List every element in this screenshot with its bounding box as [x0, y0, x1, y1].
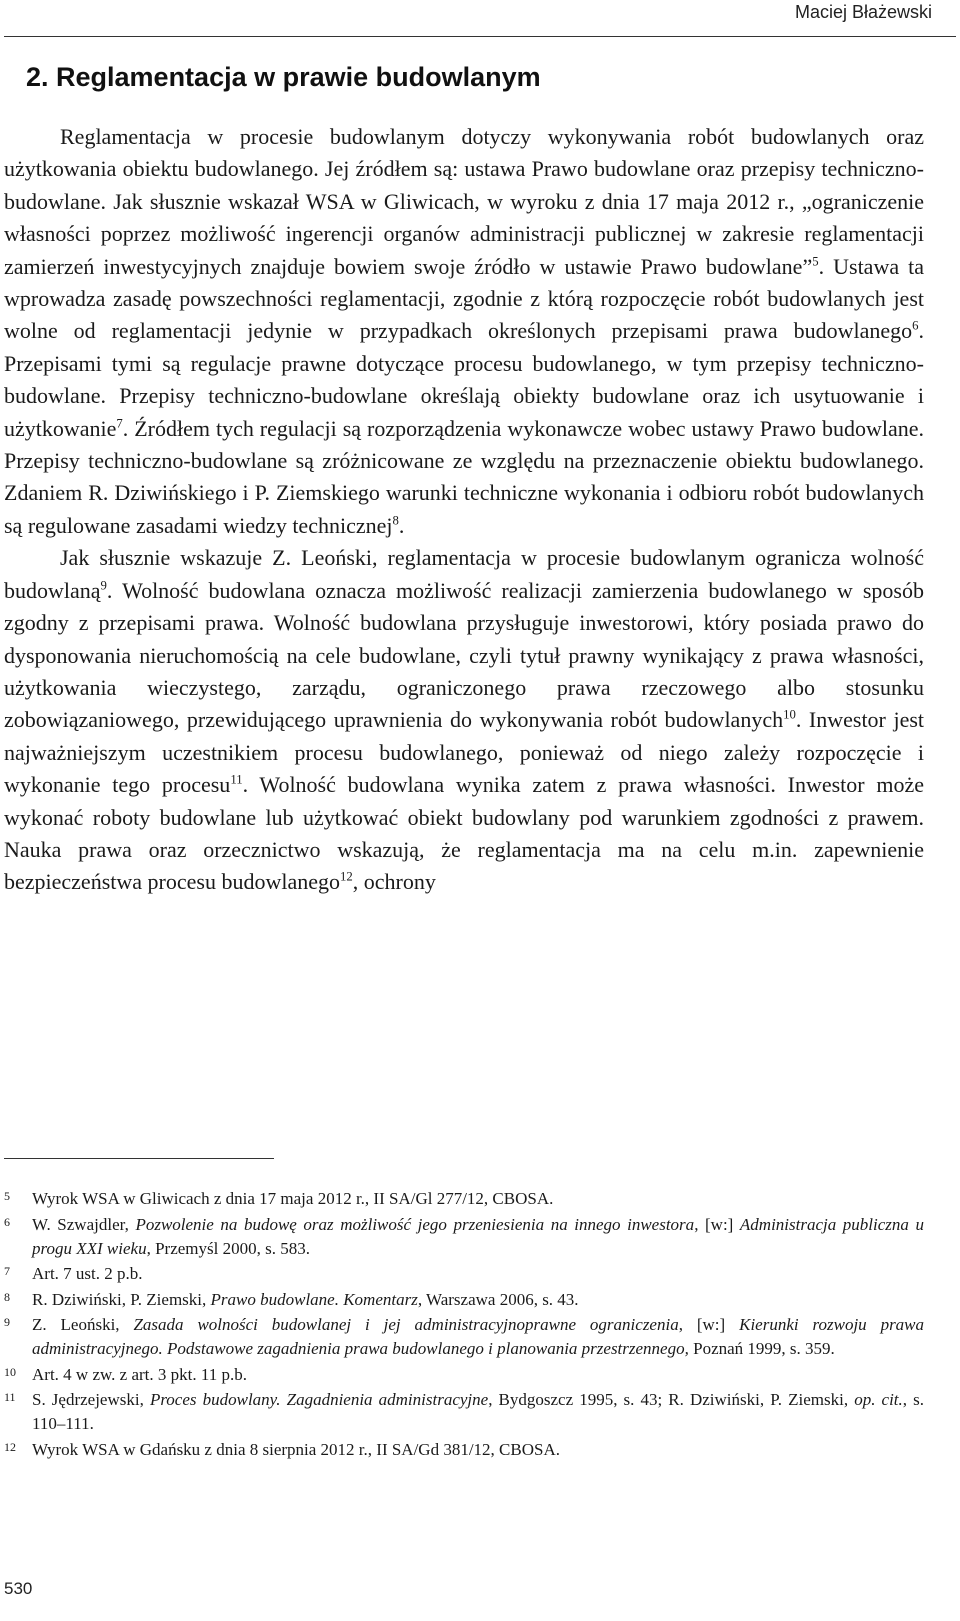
footnote-text: R. Dziwiński, P. Ziemski, Prawo budowlane. Komentarz, Warszawa 2006, s. 43.	[32, 1289, 579, 1309]
footnote	[4, 1313, 924, 1361]
footnote	[4, 1438, 924, 1462]
paragraph: Jak słusznie wskazuje Z. Leoński, reglamentacja w procesie budowlanym ogranicza wolność budowlaną$^9$. Wolność budowlana oznacza możliwość realizacji zamierzenia budowlanego w sposób zgodny z przepisami prawa. Wolność budowlana przysługuje inwestorowi, który posiada prawo do dysponowania nieruchomością na cele budowlane, czyli tytuł prawny wynikający z prawa własności, użytkowania wieczystego, zarządu, ograniczonego prawa rzeczowego albo stosunku zobowiązaniowego, przewidującego uprawnienia do wykonywania robót budowlanych$^{10}$. Inwestor jest najważniejszym uczestnikiem procesu budowlanego, ponieważ od niego zależy rozpoczęcie i wykonanie tego procesu$^{11}$. Wolność budowlana wynika zatem z prawa własności. Inwestor może wykonać roboty budowlane lub użytkować obiekt budowlany pod warunkiem zgodności z prawem. Nauka prawa oraz orzecznictwo wskazują, że reglamentacja ma na celu m.in. zapewnienie bezpieczeństwa procesu budowlanego$^{12}$, ochrony	[4, 545, 925, 895]
footnote	[4, 1388, 924, 1436]
footnote-number: 11	[4, 1390, 16, 1404]
footnote	[4, 1288, 924, 1312]
footnotes	[4, 1187, 924, 1463]
paragraph: Reglamentacja w procesie budowlanym dotyczy wykonywania robót budowlanych oraz użytkowania obiektu budowlanego. Jej źródłem są: ustawa Prawo budowlane oraz przepisy techniczno-budowlane. Jak słusznie wskazał WSA w Gliwicach, w wyroku z dnia 17 maja 2012 r., „ograniczenie własności poprzez możliwość ingerencji organów administracji publicznej w zakresie reglamentacji zamierzeń inwestycyjnych znajduje bowiem swoje źródło w ustawie Prawo budowlane”$^5$. Ustawa ta wprowadza zasadę powszechności reglamentacji, zgodnie z którą rozpoczęcie robót budowlanych jest wolne od reglamentacji jedynie w przypadkach określonych przepisami prawa budowlanego$^6$. Przepisami tymi są regulacje prawne dotyczące procesu budowlanego, w tym przepisy techniczno-budowlane. Przepisy techniczno-budowlane określają obiekty budowlane oraz ich usytuowanie i użytkowanie$^7$. Źródłem tych regulacji są rozporządzenia wykonawcze wobec ustawy Prawo budowlane. Przepisy techniczno-budowlane są zróżnicowane ze względu na przeznaczenie obiektu budowlanego. Zdaniem R. Dziwińskiego i P. Ziemskiego warunki techniczne wykonania i odbioru robót budowlanych są regulowane zasadami wiedzy technicznej$^8$.	[4, 124, 925, 538]
footnote-text: W. Szwajdler, Pozwolenie na budowę oraz możliwość jego przeniesienia na innego inwestora, [w:] Administracja publiczna u progu XXI wieku, Przemyśl 2000, s. 583.	[32, 1214, 924, 1258]
page-number: 530	[4, 1579, 33, 1598]
footnote-ref: 7	[116, 416, 123, 431]
footnote-number: 6	[4, 1214, 10, 1229]
footnote	[4, 1213, 924, 1261]
footnote-separator	[4, 1158, 274, 1159]
footnote	[4, 1363, 924, 1387]
footnote-number: 8	[4, 1289, 10, 1304]
footnote	[4, 1187, 924, 1211]
footnote-ref: 12	[339, 870, 353, 885]
footnote	[4, 1262, 924, 1286]
footnote-ref: 5	[812, 254, 819, 269]
running-header-author: Maciej Błażewski	[794, 2, 932, 22]
footnote-text: Z. Leoński, Zasada wolności budowlanej i jej administracyjnoprawne ograniczenia, [w:] Kierunki rozwoju prawa administracyjnego. Podstawowe zagadnienia prawa budowlanego i planowania przestrzennego, Poznań 1999, s. 359.	[32, 1315, 925, 1358]
body-text	[4, 121, 924, 899]
footnote-text: Wyrok WSA w Gliwicach z dnia 17 maja 2012 r., II SA/Gl 277/12, CBOSA.	[32, 1189, 554, 1208]
footnote-ref: 8	[392, 513, 399, 528]
footnote-number: 10	[4, 1364, 16, 1379]
footnote-text: Art. 4 w zw. z art. 3 pkt. 11 p.b.	[32, 1364, 247, 1384]
footnote-text: Wyrok WSA w Gdańsku z dnia 8 sierpnia 2012 r., II SA/Gd 381/12, CBOSA.	[32, 1439, 560, 1459]
footnote-number: 5	[4, 1189, 10, 1203]
footnote-ref: 6	[912, 319, 919, 334]
footnote-ref: 9	[100, 578, 107, 593]
footnote-text: Art. 7 ust. 2 p.b.	[32, 1264, 143, 1283]
section-title: 2. Reglamentacja w prawie budowlanym	[26, 62, 541, 92]
footnote-number: 12	[4, 1439, 16, 1454]
footnote-ref: 11	[230, 772, 243, 787]
footnote-text: S. Jędrzejewski, Proces budowlany. Zagadnienia administracyjne, Bydgoszcz 1995, s. 43; R. Dziwiński, P. Ziemski, op. cit., s. 110–111.	[32, 1390, 924, 1433]
footnote-ref: 10	[783, 707, 796, 722]
header-rule	[4, 36, 956, 37]
footnote-number: 9	[4, 1315, 10, 1329]
footnote-number: 7	[4, 1264, 10, 1278]
